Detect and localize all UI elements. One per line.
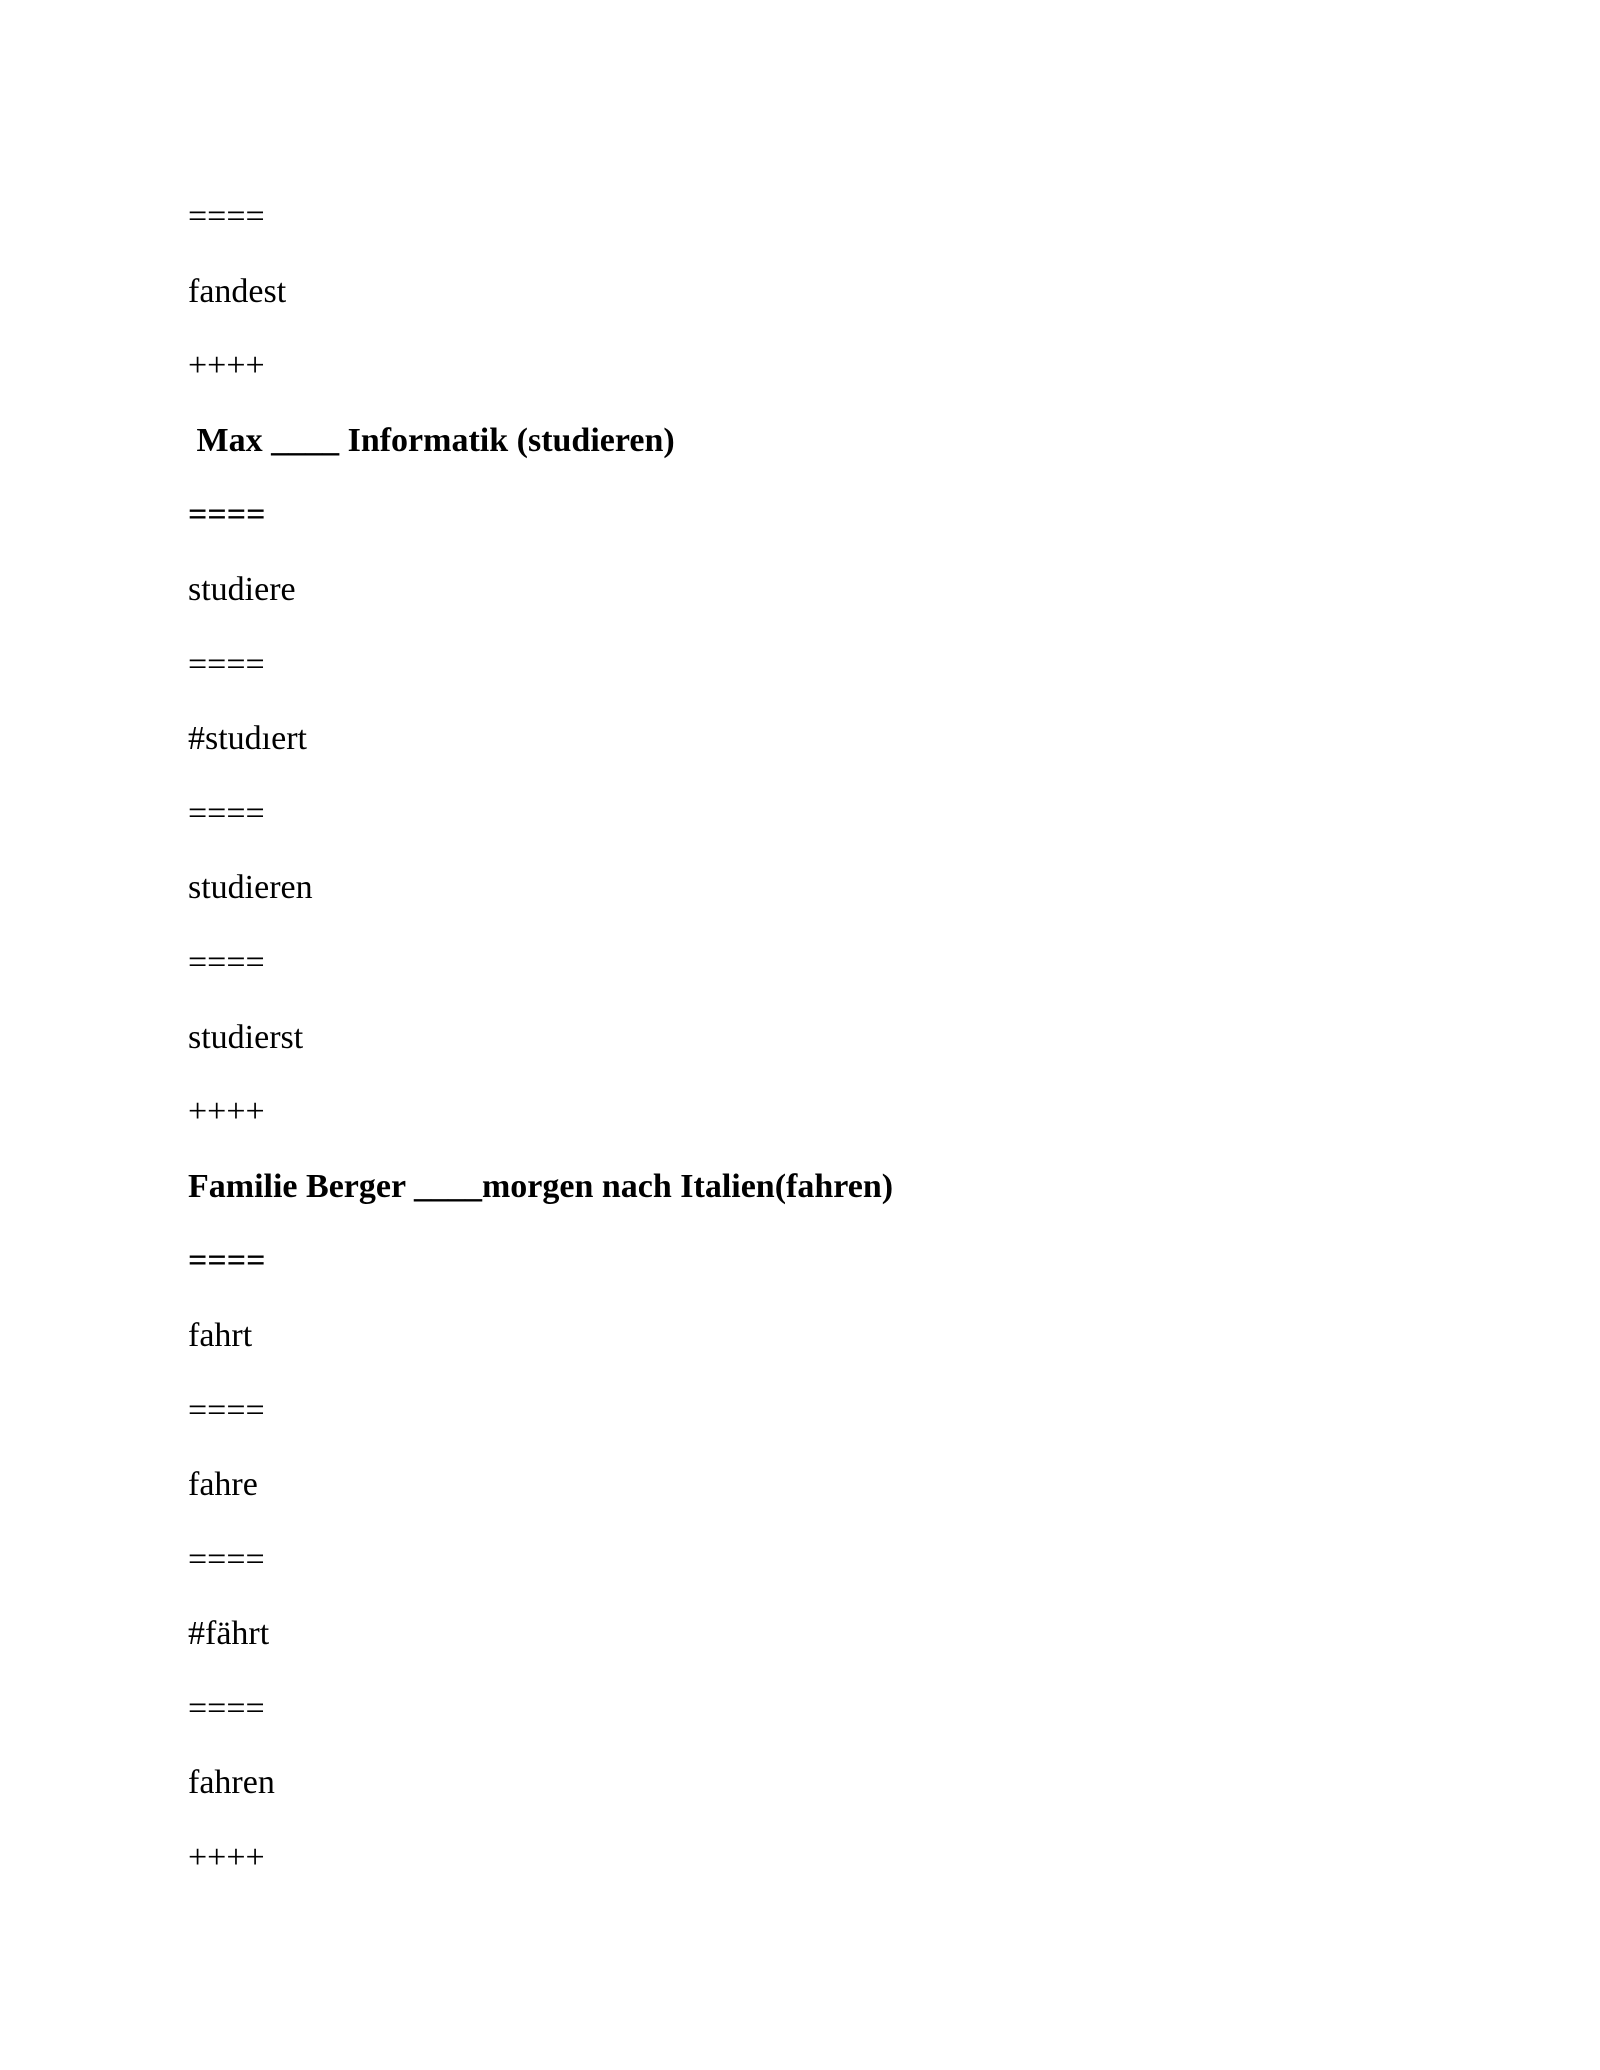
answer-option-line: fahrt [188,1316,253,1354]
separator-line: ==== [188,496,266,534]
answer-option-line: #studıert [188,720,307,758]
separator-line: ==== [188,1540,265,1578]
question-line: Max ____ Informatik (studieren) [188,421,675,459]
answer-option-line: studiere [188,570,296,608]
separator-line: ==== [188,198,265,235]
separator-line: ==== [188,943,265,981]
separator-line: ==== [188,1391,265,1429]
answer-option-line: fahren [188,1764,275,1802]
separator-line: ==== [188,645,265,683]
answer-option-line: studierst [188,1018,304,1056]
separator-line: ==== [188,1242,266,1280]
answer-option-line: fahre [188,1466,258,1504]
separator-line: ++++ [188,1839,265,1877]
separator-line: ++++ [188,1093,265,1131]
answer-option-line: #fährt [188,1615,270,1653]
separator-line: ==== [188,1689,265,1727]
question-line: Familie Berger ____morgen nach Italien(fahren) [188,1167,894,1205]
answer-option-line: fandest [188,272,287,310]
answer-option-line: studieren [188,869,313,907]
document-body [188,180,1488,1896]
separator-line: ==== [188,794,265,832]
separator-line: ++++ [188,347,265,385]
